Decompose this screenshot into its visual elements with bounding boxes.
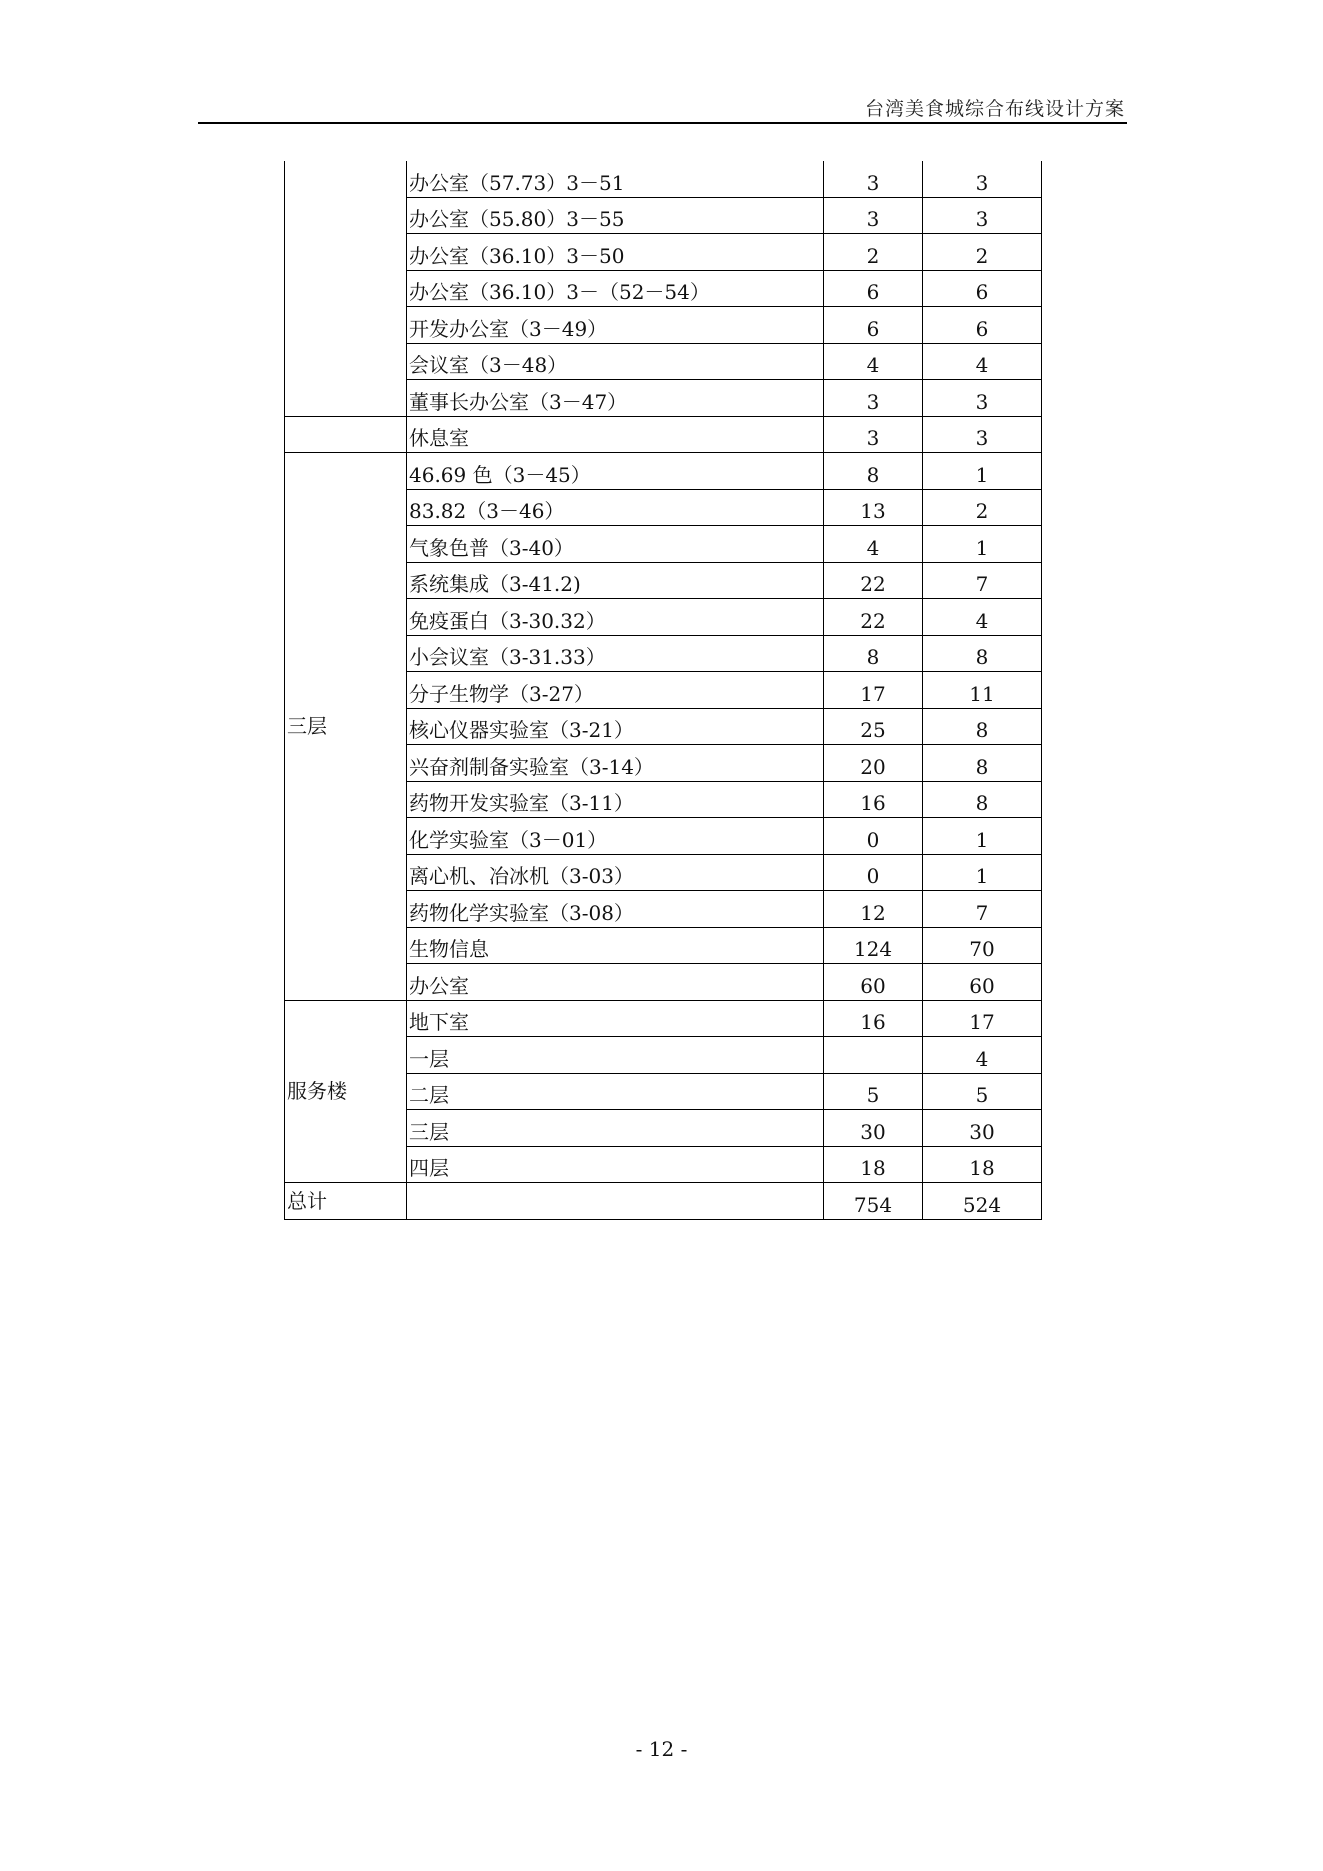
- table-row: [285, 416, 1042, 453]
- table-row: [285, 1000, 1042, 1037]
- count-b-cell: 5: [923, 1073, 1042, 1110]
- room-name-cell: 生物信息: [407, 927, 824, 964]
- count-a-cell: 30: [824, 1110, 923, 1147]
- count-b-cell: 8: [923, 781, 1042, 818]
- room-name-cell: 三层: [407, 1110, 824, 1147]
- group-cell-service-building: 服务楼: [285, 1000, 407, 1183]
- count-a-cell: 25: [824, 708, 923, 745]
- count-b-cell: 8: [923, 745, 1042, 782]
- room-name-cell: 办公室: [407, 964, 824, 1001]
- count-b-cell: 2: [923, 489, 1042, 526]
- room-name-cell: 办公室（55.80）3－55: [407, 197, 824, 234]
- room-name-cell: 办公室（57.73）3－51: [407, 161, 824, 197]
- count-a-cell: 20: [824, 745, 923, 782]
- count-a-cell: 4: [824, 526, 923, 563]
- count-a-cell: 3: [824, 380, 923, 417]
- count-b-cell: 3: [923, 380, 1042, 417]
- room-name-cell: 会议室（3－48）: [407, 343, 824, 380]
- room-name-cell: 兴奋剂制备实验室（3-14）: [407, 745, 824, 782]
- room-name-cell: 83.82（3－46）: [407, 489, 824, 526]
- count-a-cell: 3: [824, 416, 923, 453]
- table-row: [285, 161, 1042, 197]
- count-b-cell: 4: [923, 599, 1042, 636]
- room-name-cell: 46.69 色（3－45）: [407, 453, 824, 490]
- group-cell: [285, 416, 407, 453]
- count-a-cell: 3: [824, 161, 923, 197]
- count-a-cell: 13: [824, 489, 923, 526]
- room-name-cell: 免疫蛋白（3-30.32）: [407, 599, 824, 636]
- room-name-cell: 药物开发实验室（3-11）: [407, 781, 824, 818]
- group-cell: [285, 161, 407, 416]
- room-name-cell: 地下室: [407, 1000, 824, 1037]
- count-a-cell: 16: [824, 1000, 923, 1037]
- count-a-cell: 2: [824, 234, 923, 271]
- count-b-cell: 6: [923, 307, 1042, 344]
- count-b-cell: 60: [923, 964, 1042, 1001]
- room-name-cell: 开发办公室（3－49）: [407, 307, 824, 344]
- room-name-cell: 四层: [407, 1146, 824, 1183]
- room-name-cell: 气象色普（3-40）: [407, 526, 824, 563]
- count-a-cell: 5: [824, 1073, 923, 1110]
- room-name-cell: 小会议室（3-31.33）: [407, 635, 824, 672]
- count-a-cell: 12: [824, 891, 923, 928]
- room-name-cell: 药物化学实验室（3-08）: [407, 891, 824, 928]
- room-name-cell: 董事长办公室（3－47）: [407, 380, 824, 417]
- count-b-cell: 4: [923, 1037, 1042, 1074]
- count-a-cell: 4: [824, 343, 923, 380]
- count-b-cell: 30: [923, 1110, 1042, 1147]
- count-a-cell: 22: [824, 562, 923, 599]
- count-a-cell: 22: [824, 599, 923, 636]
- count-a-cell: 16: [824, 781, 923, 818]
- group-cell-third-floor: 三层: [285, 453, 407, 1001]
- count-b-cell: 8: [923, 708, 1042, 745]
- count-b-cell: 70: [923, 927, 1042, 964]
- count-b-cell: 3: [923, 416, 1042, 453]
- count-b-cell: 7: [923, 891, 1042, 928]
- count-a-cell: 18: [824, 1146, 923, 1183]
- room-name-cell: 分子生物学（3-27）: [407, 672, 824, 709]
- room-name-cell: 离心机、冶冰机（3-03）: [407, 854, 824, 891]
- page-number: - 12 -: [635, 1737, 688, 1761]
- count-a-cell: 60: [824, 964, 923, 1001]
- room-name-cell: 核心仪器实验室（3-21）: [407, 708, 824, 745]
- document-header-title: 台湾美食城综合布线设计方案: [864, 98, 1125, 120]
- count-a-cell: 8: [824, 453, 923, 490]
- count-b-cell: 11: [923, 672, 1042, 709]
- count-b-cell: 3: [923, 197, 1042, 234]
- count-a-cell: 0: [824, 854, 923, 891]
- count-b-cell: 8: [923, 635, 1042, 672]
- count-b-cell: 4: [923, 343, 1042, 380]
- count-b-cell: 17: [923, 1000, 1042, 1037]
- room-name-cell: 化学实验室（3－01）: [407, 818, 824, 855]
- room-name-cell: 系统集成（3-41.2): [407, 562, 824, 599]
- count-b-cell: 2: [923, 234, 1042, 271]
- total-a-cell: 754: [824, 1183, 923, 1220]
- count-a-cell: 6: [824, 307, 923, 344]
- total-b-cell: 524: [923, 1183, 1042, 1220]
- count-b-cell: 1: [923, 854, 1042, 891]
- count-a-cell: [824, 1037, 923, 1074]
- table-row: [285, 453, 1042, 490]
- total-label-cell: 总计: [285, 1183, 407, 1220]
- count-a-cell: 6: [824, 270, 923, 307]
- count-b-cell: 6: [923, 270, 1042, 307]
- count-a-cell: 8: [824, 635, 923, 672]
- count-a-cell: 124: [824, 927, 923, 964]
- count-a-cell: 0: [824, 818, 923, 855]
- room-name-cell: 二层: [407, 1073, 824, 1110]
- room-name-cell: [407, 1183, 824, 1220]
- count-b-cell: 1: [923, 818, 1042, 855]
- room-name-cell: 一层: [407, 1037, 824, 1074]
- outlet-count-table: [284, 161, 1042, 1220]
- count-b-cell: 7: [923, 562, 1042, 599]
- count-b-cell: 1: [923, 526, 1042, 563]
- count-a-cell: 17: [824, 672, 923, 709]
- room-name-cell: 休息室: [407, 416, 824, 453]
- header-divider: [198, 122, 1127, 124]
- room-name-cell: 办公室（36.10）3－50: [407, 234, 824, 271]
- count-b-cell: 1: [923, 453, 1042, 490]
- count-b-cell: 3: [923, 161, 1042, 197]
- room-name-cell: 办公室（36.10）3－（52－54）: [407, 270, 824, 307]
- count-b-cell: 18: [923, 1146, 1042, 1183]
- count-a-cell: 3: [824, 197, 923, 234]
- table-row-total: [285, 1183, 1042, 1220]
